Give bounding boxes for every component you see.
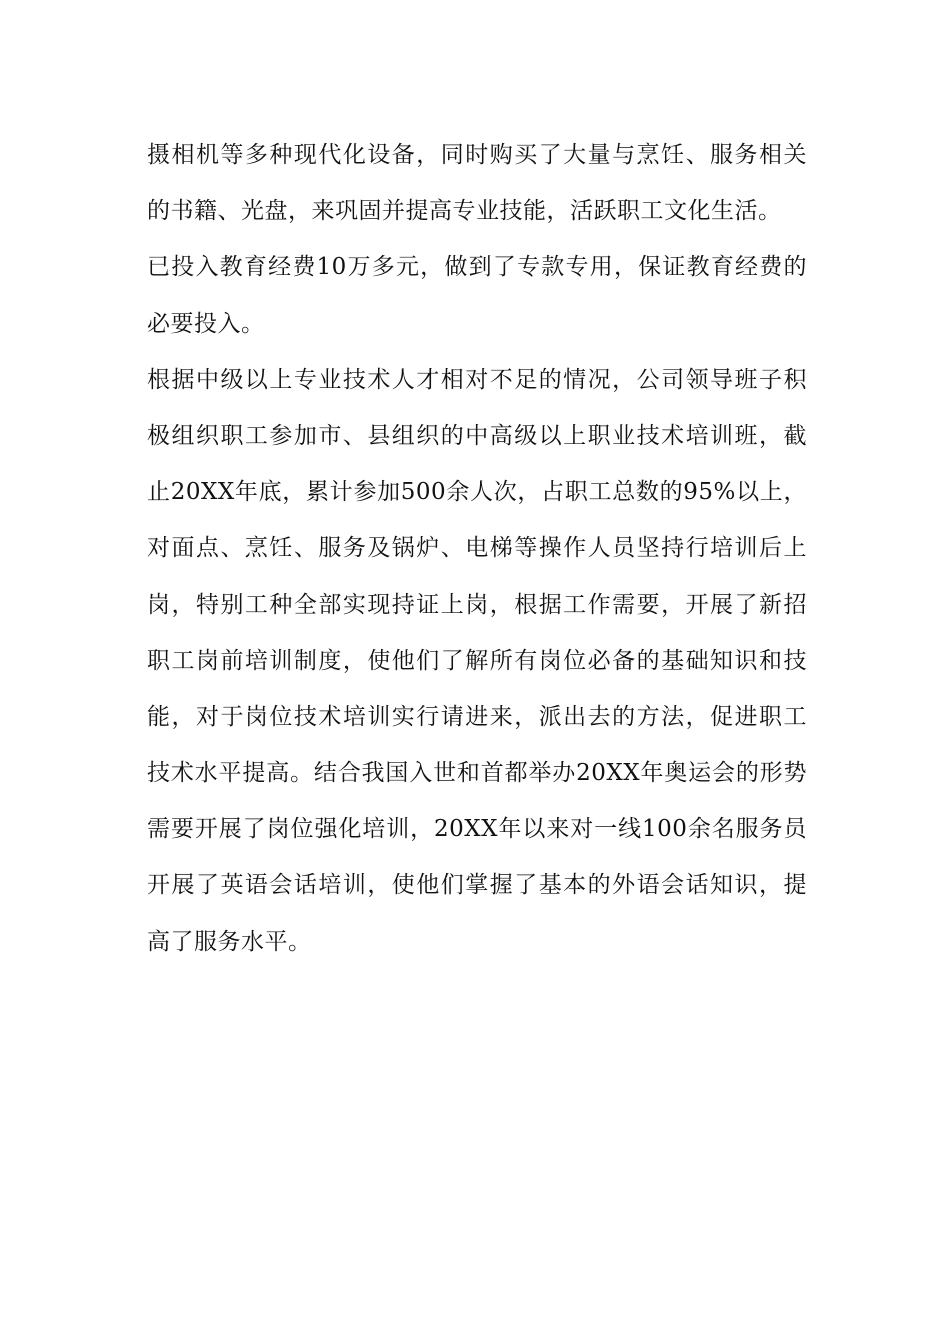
text-line: 根据中级以上专业技术人才相对不足的情况，公司领导班子积 [147,366,807,393]
text-line: 能，对于岗位技术培训实行请进来，派出去的方法，促进职工 [147,703,807,730]
text-line: 高了服务水平。 [147,928,312,955]
text-line: 止20XX年底，累计参加500余人次，占职工总数的95%以上， [147,479,807,506]
text-line: 摄相机等多种现代化设备，同时购买了大量与烹饪、服务相关 [147,142,807,168]
text-line: 需要开展了岗位强化培训，20XX年以来对一线100余名服务员 [147,816,807,843]
text-line: 极组织职工参加市、县组织的中高级以上职业技术培训班，截 [147,422,807,449]
text-line: 开展了英语会话培训，使他们掌握了基本的外语会话知识，提 [147,872,807,899]
text-line: 技术水平提高。结合我国入世和首都举办20XX年奥运会的形势 [147,760,807,787]
text-line: 的书籍、光盘，来巩固并提高专业技能，活跃职工文化生活。 [147,198,782,225]
text-line: 已投入教育经费10万多元，做到了专款专用，保证教育经费的 [147,254,807,281]
text-line: 必要投入。 [147,310,265,337]
body-text [147,127,807,970]
text-line: 岗，特别工种全部实现持证上岗，根据工作需要，开展了新招 [147,591,807,618]
text-line: 职工岗前培训制度，使他们了解所有岗位必备的基础知识和技 [147,647,807,674]
text-line: 对面点、烹饪、服务及锅炉、电梯等操作人员坚持行培训后上 [147,535,807,562]
